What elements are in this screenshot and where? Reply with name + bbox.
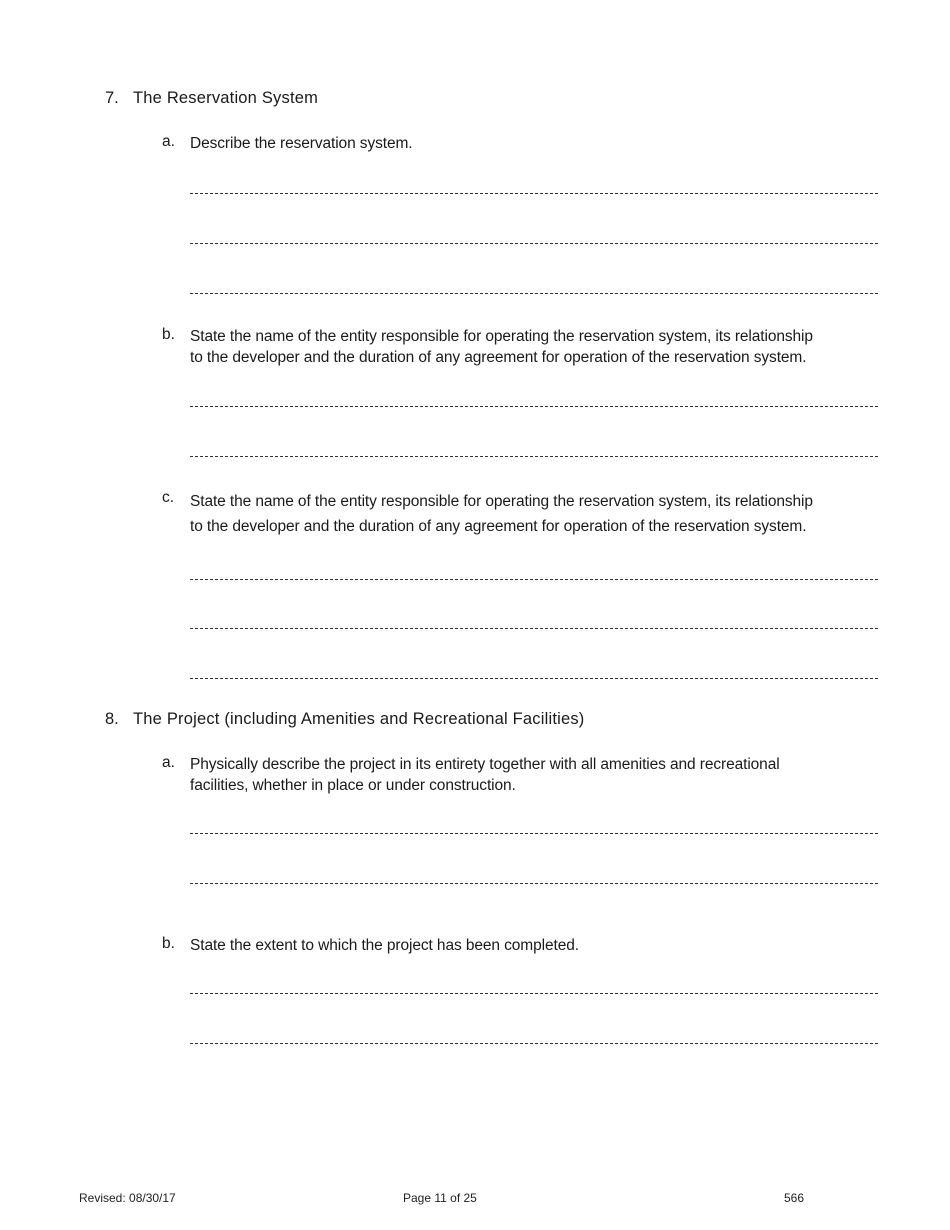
item-7c-text-line-1: State the name of the entity responsible for operating the reservation system, its relationship: [190, 493, 813, 510]
answer-line-7c-3[interactable]: [190, 678, 878, 679]
answer-line-7c-1[interactable]: [190, 579, 878, 580]
footer-page-number: Page 11 of 25: [403, 1191, 477, 1205]
section-8-number: 8.: [105, 710, 119, 728]
answer-line-7a-1[interactable]: [190, 193, 878, 194]
section-7-number: 7.: [105, 89, 119, 107]
item-7c-text: [190, 489, 890, 539]
answer-line-8b-1[interactable]: [190, 993, 878, 994]
section-7-title: The Reservation System: [133, 89, 319, 107]
item-7b-letter: b.: [162, 326, 175, 343]
answer-line-7a-3[interactable]: [190, 293, 878, 294]
item-8a-text-line-1: Physically describe the project in its entirety together with all amenities and recreational: [190, 756, 780, 773]
item-8a-text: [190, 754, 890, 796]
answer-line-8b-2[interactable]: [190, 1043, 878, 1044]
answer-line-8a-2[interactable]: [190, 883, 878, 884]
answer-line-7a-2[interactable]: [190, 243, 878, 244]
item-7b-text-line-1: State the name of the entity responsible for operating the reservation system, its relationship: [190, 328, 813, 345]
item-7b-text-line-2: to the developer and the duration of any agreement for operation of the reservation system.: [190, 349, 807, 366]
item-7b-text: [190, 326, 890, 368]
item-7c-letter: c.: [162, 489, 175, 506]
answer-line-7b-2[interactable]: [190, 456, 878, 457]
section-8-title: The Project (including Amenities and Recreational Facilities): [133, 710, 585, 728]
footer-revised-date: Revised: 08/30/17: [79, 1191, 176, 1205]
item-7c-text-line-2: to the developer and the duration of any agreement for operation of the reservation system.: [190, 518, 807, 535]
item-7a-letter: a.: [162, 133, 175, 150]
item-8b-text: State the extent to which the project has been completed.: [190, 937, 579, 954]
item-8a-text-line-2: facilities, whether in place or under construction.: [190, 777, 516, 794]
item-8b-letter: b.: [162, 935, 175, 952]
item-8a-letter: a.: [162, 754, 175, 771]
footer-document-code: 566: [784, 1191, 805, 1205]
answer-line-7b-1[interactable]: [190, 406, 878, 407]
answer-line-7c-2[interactable]: [190, 628, 878, 629]
answer-line-8a-1[interactable]: [190, 833, 878, 834]
item-7a-text: Describe the reservation system.: [190, 135, 413, 152]
